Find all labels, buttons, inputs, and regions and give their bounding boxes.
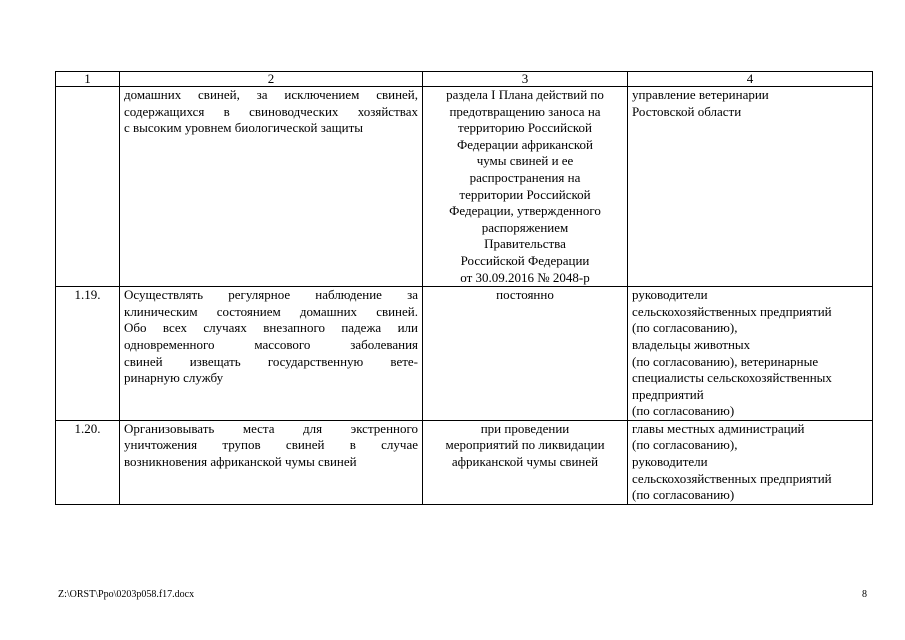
table-row — [56, 420, 873, 504]
responsible-cell-line: (по согласованию) — [632, 403, 735, 419]
deadline-cell-line: раздела I Плана действий по — [446, 87, 604, 102]
responsible-cell-line: управление ветеринарии — [632, 87, 769, 102]
deadline-cell-line: распоряжением — [481, 219, 569, 235]
deadline-cell-line: чумы свиней и ее — [476, 153, 574, 169]
responsible-cell-line: (по согласованию), — [632, 437, 738, 453]
responsible-cell — [628, 420, 873, 504]
header-row — [56, 72, 873, 87]
table-row — [56, 287, 873, 421]
row-number: 1.20. — [56, 420, 120, 504]
action-cell-line: домашних свиней, за исключением свиней, — [124, 87, 418, 102]
responsible-cell-line: специалисты сельскохозяйственных — [632, 370, 832, 386]
deadline-cell — [423, 287, 628, 421]
action-cell-line: одновременного массового заболевания — [124, 336, 418, 352]
responsible-cell-line: (по согласованию), — [632, 320, 738, 336]
action-cell-line: Обо всех случаях внезапного падежа или — [124, 320, 418, 336]
header-col-3: 3 — [423, 72, 628, 87]
responsible-cell — [628, 287, 873, 421]
measures-table — [55, 71, 873, 505]
responsible-cell-line: предприятий — [632, 386, 704, 402]
responsible-cell-line: сельскохозяйственных предприятий — [632, 470, 832, 486]
deadline-cell — [423, 87, 628, 287]
deadline-cell-line: территории Российской — [459, 186, 591, 202]
table-body — [56, 87, 873, 505]
row-number — [56, 87, 120, 287]
deadline-cell-line: африканской чумы свиней — [451, 454, 599, 470]
deadline-cell-line: от 30.09.2016 № 2048-р — [460, 269, 590, 285]
row-number: 1.19. — [56, 287, 120, 421]
responsible-cell-line: сельскохозяйственных предприятий — [632, 303, 832, 319]
page-number: 8 — [862, 589, 867, 600]
deadline-cell-line: постоянно — [496, 287, 554, 303]
deadline-cell-line: Федерации африканской — [456, 136, 594, 152]
action-cell-line: возникновения африканской чумы свиней — [124, 454, 357, 470]
header-col-4: 4 — [628, 72, 873, 87]
action-cell-line: уничтожения трупов свиней в случае — [124, 437, 418, 453]
action-cell-line: с высоким уровнем биологической защиты — [124, 120, 363, 136]
deadline-cell — [423, 420, 628, 504]
responsible-cell-line: владельцы животных — [632, 336, 751, 352]
header-col-2: 2 — [120, 72, 423, 87]
deadline-cell-line: Правительства — [484, 236, 566, 252]
header-col-1: 1 — [56, 72, 120, 87]
responsible-cell — [628, 87, 873, 287]
responsible-cell-line: (по согласованию), ветеринарные — [632, 353, 819, 369]
deadline-cell-line: Российской Федерации — [460, 252, 590, 268]
responsible-cell-line: (по согласованию) — [632, 487, 735, 503]
responsible-cell-line: руководители — [632, 454, 708, 470]
action-cell-line: свиней извещать государственную вете- — [124, 353, 418, 369]
action-cell-line: клиническим состоянием домашних свиней. — [124, 303, 418, 319]
responsible-cell-line: руководители — [632, 287, 708, 303]
action-cell-line: Осуществлять регулярное наблюдение за — [124, 287, 418, 303]
footer-file-path: Z:\ORST\Ppo\0203p058.f17.docx — [58, 589, 195, 600]
action-cell-line: ринарную службу — [124, 370, 224, 386]
action-cell — [120, 87, 423, 287]
action-cell — [120, 420, 423, 504]
responsible-cell-line: Ростовской области — [632, 103, 742, 119]
deadline-cell-line: распространения на — [469, 169, 581, 185]
responsible-cell-line: главы местных администраций — [632, 420, 805, 436]
action-cell-line: содержащихся в свиноводческих хозяйствах — [124, 103, 418, 119]
deadline-cell-line: мероприятий по ликвидации — [445, 437, 605, 453]
table-row — [56, 87, 873, 287]
action-cell-line: Организовывать места для экстренного — [124, 420, 418, 436]
deadline-cell-line: предотвращению заноса на — [449, 103, 601, 119]
deadline-cell-line: территорию Российской — [458, 120, 592, 136]
action-cell — [120, 287, 423, 421]
deadline-cell-line: при проведении — [480, 420, 570, 436]
deadline-cell-line: Федерации, утвержденного — [449, 203, 601, 219]
